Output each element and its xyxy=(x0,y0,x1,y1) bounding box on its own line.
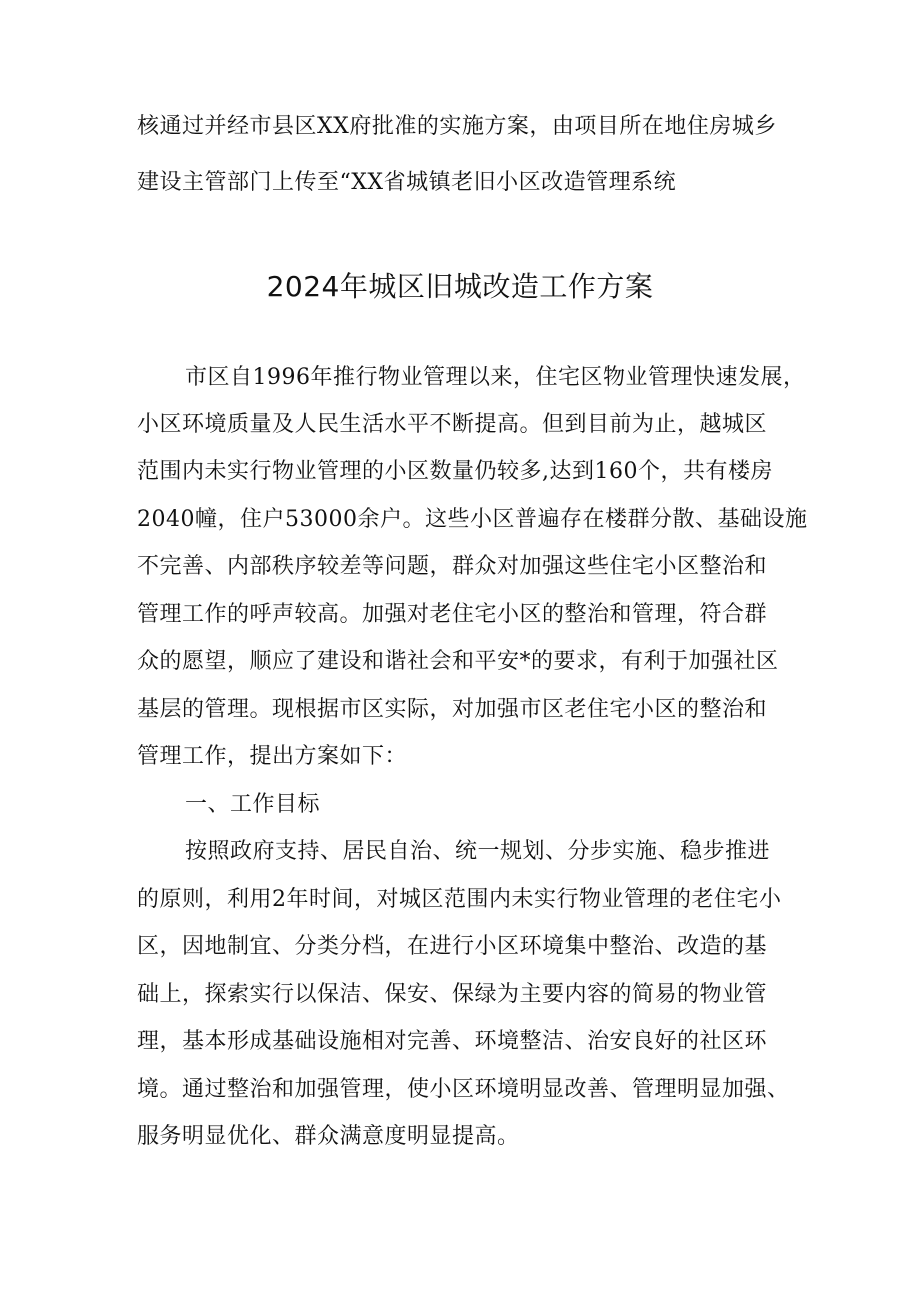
paragraph-line: 管理工作的呼声较高。加强对老住宅小区的整治和管理，符合群 xyxy=(137,602,768,627)
paragraph-line: 2040幢，住户53000余户。这些小区普遍存在楼群分散、基础设施 xyxy=(137,507,808,532)
paragraph-line: 小区环境质量及人民生活水平不断提高。但到目前为止，越城区 xyxy=(137,412,768,437)
intro-line: 核通过并经市县区XX府批准的实施方案，由项目所在地住房城乡 xyxy=(137,114,777,139)
paragraph-line: 范围内未实行物业管理的小区数量仍较多,达到160个，共有楼房 xyxy=(137,459,773,484)
section-heading: 一、工作目标 xyxy=(185,792,321,817)
paragraph-line: 区，因地制宜、分类分档，在进行小区环境集中整治、改造的基 xyxy=(137,934,768,959)
paragraph-line: 础上，探索实行以保洁、保安、保绿为主要内容的简易的物业管 xyxy=(137,982,768,1007)
paragraph-line: 按照政府支持、居民自治、统一规划、分步实施、稳步推进 xyxy=(185,839,771,864)
paragraph-line: 基层的管理。现根据市区实际，对加强市区老住宅小区的整治和 xyxy=(137,697,768,722)
paragraph-line: 理，基本形成基础设施相对完善、环境整洁、治安良好的社区环 xyxy=(137,1029,768,1054)
paragraph-line: 境。通过整治和加强管理，使小区环境明显改善、管理明显加强、 xyxy=(137,1077,790,1102)
paragraph-line: 众的愿望，顺应了建设和谐社会和平安*的要求，有利于加强社区 xyxy=(137,649,779,674)
paragraph-line: 的原则，利用2年时间，对城区范围内未实行物业管理的老住宅小 xyxy=(137,887,782,912)
paragraph-line: 市区自1996年推行物业管理以来，住宅区物业管理快速发展， xyxy=(185,365,806,390)
document-title: 2024年城区旧城改造工作方案 xyxy=(266,270,654,303)
intro-line: 建设主管部门上传至“XX省城镇老旧小区改造管理系统 xyxy=(137,170,677,195)
paragraph-line: 不完善、内部秩序较差等问题，群众对加强这些住宅小区整治和 xyxy=(137,554,768,579)
paragraph-line: 管理工作，提出方案如下： xyxy=(137,744,408,769)
paragraph-line: 服务明显优化、群众满意度明显提高。 xyxy=(137,1124,520,1149)
